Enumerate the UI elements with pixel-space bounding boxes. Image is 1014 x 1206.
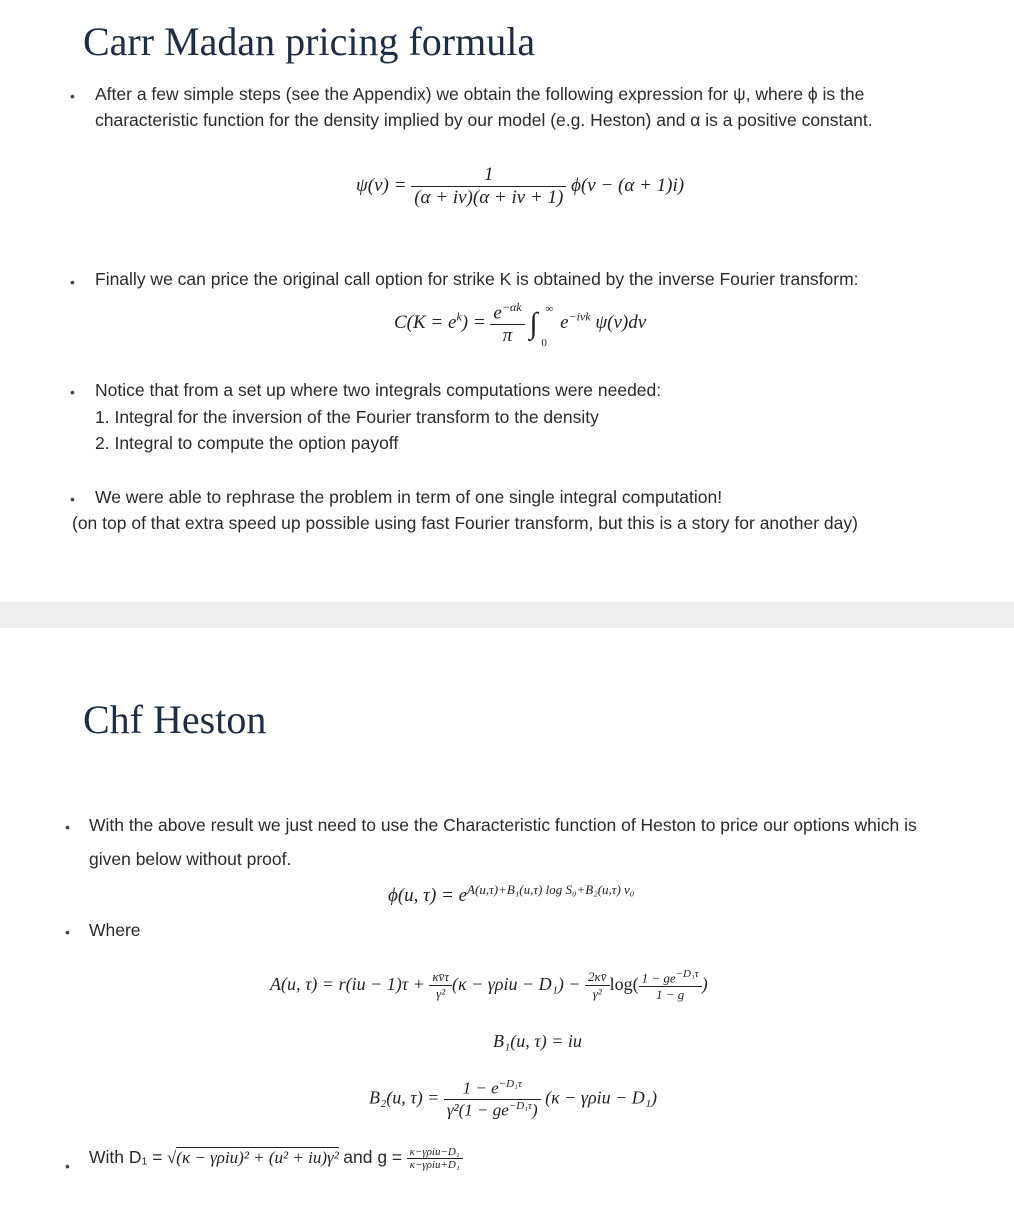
eq-A-fraction-3: $\frac{1 - ge^{-D_1\tau}}{1 - g}$	[639, 968, 702, 1003]
section1-title: Carr Madan pricing formula	[83, 19, 536, 64]
eq-A-middle: (κ − γρiu − D₁) −	[451, 973, 581, 994]
eq-call-lhs: $C(K = e^k)$ =	[394, 309, 486, 334]
eq-call-numerator-exp: −αk	[501, 300, 522, 314]
section1-bullet4: We were able to rephrase the problem in term of one single integral computation!	[95, 487, 723, 507]
integral-lower-limit: 0	[541, 336, 547, 349]
eq-call-integrand: $e^{-ivk}$ ψ(v)dv	[560, 309, 647, 334]
section1-bullet2: Finally we can price the original call option for strike K is obtained by the inverse Fourier transform:	[95, 269, 859, 289]
section1-bullet1-line1: After a few simple steps (see the Appendix) we obtain the following expression for ψ, where ϕ is the	[95, 84, 865, 104]
equation-B1: B₁(u, τ) = iu	[493, 1031, 582, 1051]
section2-bullet1-line1: With the above result we just need to use the Characteristic function of Heston to price our options which is	[89, 815, 917, 835]
list-item: 2. Integral to compute the option payoff	[95, 433, 399, 453]
section2-bullet1-line2: given below without proof.	[89, 849, 292, 869]
list-item: 1. Integral for the inversion of the Fourier transform to the density	[95, 407, 599, 427]
bullet-dot: •	[70, 88, 75, 104]
section1-note: (on top of that extra speed up possible using fast Fourier transform, but this is a story for another day)	[72, 513, 858, 533]
eq-A-fraction-1: $\frac{\kappa v̄\tau}{\text{γ²}}$	[429, 969, 452, 1002]
slide-divider	[0, 602, 1014, 628]
where-label: Where	[89, 920, 141, 940]
sqrt-expression: √(κ − γρiu)² + (u² + iu)γ²	[166, 1148, 339, 1167]
final-and-text: and g =	[343, 1147, 403, 1167]
eq-psi-numerator: 1	[411, 164, 566, 187]
final-bullet	[89, 1144, 463, 1171]
eq-B2-fraction: $\frac{1 - e^{-D_1\tau}}{\gamma^2(1 - ge^{-D_1\tau})}$	[444, 1078, 541, 1120]
section1-bullet3: Notice that from a set up where two integrals computations were needed:	[95, 380, 662, 400]
eq-call-denominator: π	[502, 325, 513, 347]
g-fraction: $\frac{\text{κ−γρiu−D₁}}{\text{κ−γρiu+D₁}}$	[407, 1146, 463, 1171]
eq-psi-rhs: ϕ(v − (α + 1)i)	[571, 174, 685, 196]
bullet-dot: •	[65, 819, 70, 835]
bullet-dot: •	[70, 491, 75, 507]
eq-phi-lhs: ϕ(u, τ) = e	[388, 885, 468, 906]
eq-psi-denominator: (α + iv)(α + iv + 1)	[414, 187, 564, 208]
integral-upper-limit: ∞	[545, 302, 554, 315]
eq-phi-exponent: A(u,τ)+B₁(u,τ) log S₀+B₂(u,τ) v₀	[467, 882, 635, 897]
section1-bullet1-line2: characteristic function for the density implied by our model (e.g. Heston) and α is a positive constant.	[95, 110, 873, 130]
eq-call-fraction	[490, 300, 524, 347]
eq-call-numerator: e	[493, 302, 502, 324]
eq-B2-lhs: B₂(u, τ) =	[369, 1087, 440, 1108]
final-with-text: With D₁ =	[89, 1147, 163, 1167]
eq-psi-lhs: ψ(v) =	[356, 174, 407, 196]
bullet-dot: •	[65, 924, 70, 940]
integral-sign: ∫ ∞ 0	[529, 302, 554, 349]
eq-B2-rhs: (κ − γρiu − D₁)	[545, 1087, 658, 1108]
equation-psi	[356, 164, 684, 209]
bullet-dot: •	[70, 274, 75, 290]
section2-title: Chf Heston	[83, 697, 267, 742]
eq-A-fraction-2: $\frac{2\kappa v̄}{\text{γ²}}$	[585, 969, 610, 1002]
eq-psi-fraction	[411, 164, 566, 209]
eq-A-log: log(	[609, 973, 639, 994]
eq-A-lhs: A(u, τ) = r(iu − 1)τ +	[270, 973, 425, 994]
equation-A	[270, 968, 708, 1003]
bullet-dot: •	[65, 1158, 70, 1174]
equation-call-price	[394, 300, 646, 347]
equation-B2	[369, 1078, 657, 1120]
bullet-dot: •	[70, 384, 75, 400]
eq-A-close: )	[701, 973, 708, 994]
equation-heston-chf	[388, 882, 634, 907]
